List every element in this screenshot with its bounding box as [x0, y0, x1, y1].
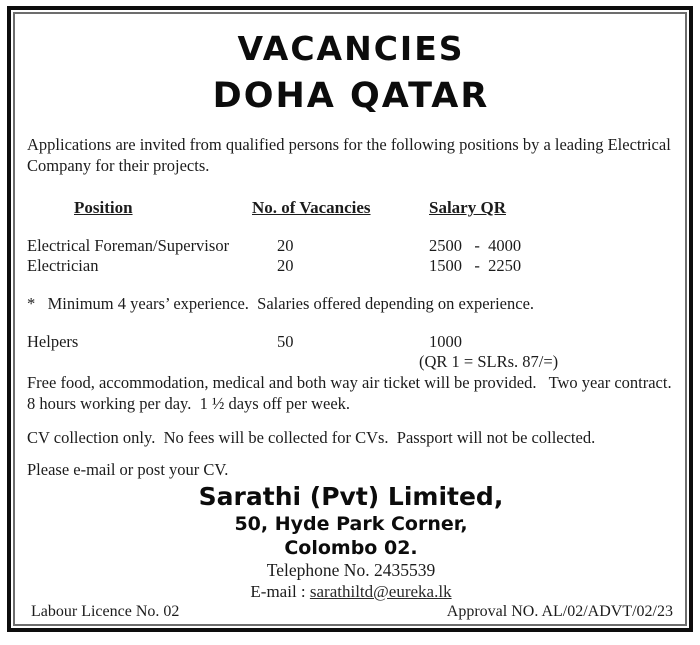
table-row	[27, 332, 675, 352]
exchange-rate-note: (QR 1 = SLRs. 87/=)	[419, 352, 559, 371]
row-vacancies: 20	[277, 256, 294, 275]
row-position: Electrician	[27, 256, 99, 275]
row-salary: 2500 - 4000	[429, 236, 522, 255]
vacancy-rows	[27, 236, 675, 276]
header-position: Position	[74, 198, 133, 217]
intro-paragraph: Applications are invited from qualified persons for the following positions by a leading Electrical Company for their projects.	[27, 135, 675, 175]
company-name: Sarathi (Pvt) Limited,	[198, 482, 504, 511]
apply-instruction: Please e-mail or post your CV.	[27, 460, 229, 479]
advert-location-title: DOHA QATAR	[212, 76, 490, 116]
labour-licence: Labour Licence No. 02	[31, 603, 180, 620]
table-row	[27, 256, 675, 276]
approval-number: Approval NO. AL/02/ADVT/02/23	[446, 603, 673, 620]
vacancy-table-header	[27, 198, 675, 218]
company-telephone: Telephone No. 2435539	[266, 560, 436, 580]
advert-inner-border	[13, 12, 687, 626]
row-salary: 1500 - 2250	[429, 256, 522, 275]
header-salary: Salary QR	[429, 198, 506, 217]
advert-footer	[27, 602, 675, 622]
cv-collection-note: CV collection only. No fees will be collected for CVs. Passport will not be collected.	[27, 428, 596, 447]
advert-title: VACANCIES	[237, 29, 465, 68]
benefits-paragraph: Free food, accommodation, medical and both way air ticket will be provided. Two year contract. 8 hours working per day. 1 ½ days off per week.	[27, 373, 680, 413]
company-email-line	[27, 581, 675, 602]
row-position: Helpers	[27, 332, 79, 351]
row-vacancies: 20	[277, 236, 294, 255]
header-vacancies: No. of Vacancies	[252, 198, 371, 217]
company-address-line2: Colombo 02.	[284, 537, 418, 559]
row-vacancies: 50	[277, 332, 294, 351]
email-link[interactable]: sarathiltd@eureka.lk	[309, 582, 452, 601]
experience-note: * Minimum 4 years’ experience. Salaries offered depending on experience.	[27, 294, 535, 313]
row-position: Electrical Foreman/Supervisor	[27, 236, 230, 255]
email-label: E-mail :	[250, 582, 310, 601]
advert-outer-border	[7, 6, 693, 632]
company-address-line1: 50, Hyde Park Corner,	[234, 513, 468, 535]
table-row	[27, 236, 675, 256]
helpers-section	[27, 332, 675, 372]
row-salary: 1000	[429, 332, 462, 351]
